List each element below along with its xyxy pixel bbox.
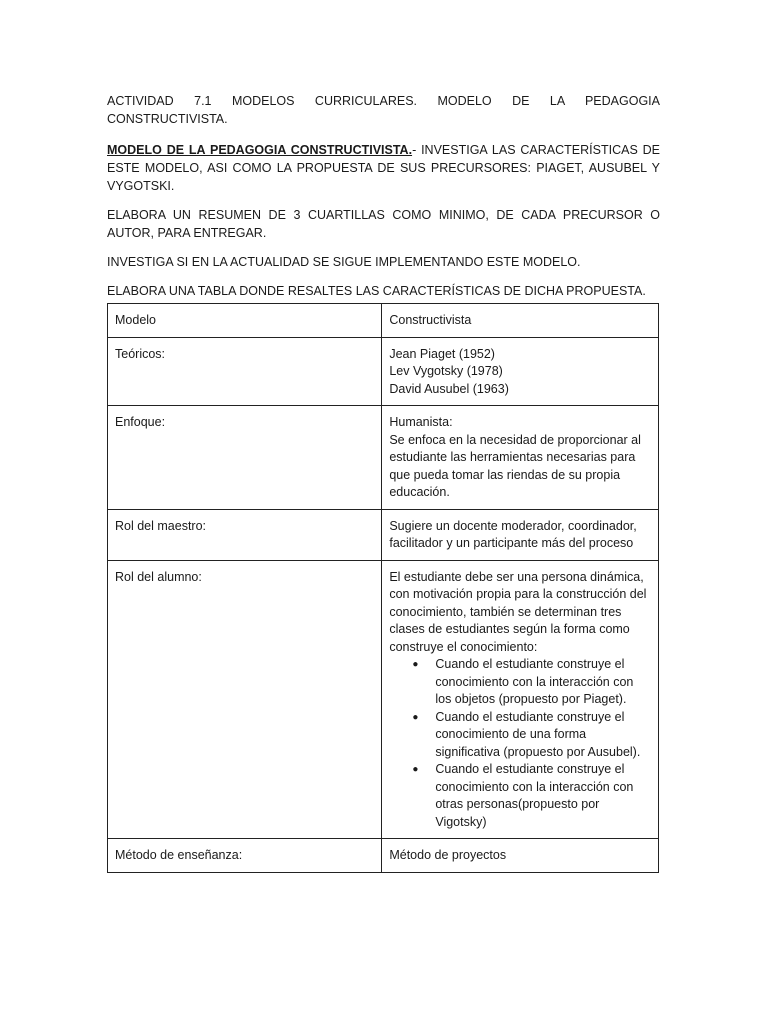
list-item [412,709,651,762]
list-item-text: Cuando el estudiante construye el conocimiento con la interacción con otras personas(propuesto por Vigotsky) [435,762,634,829]
cell-value-rol-alumno [382,560,659,839]
list-item [412,656,651,709]
list-item [412,761,651,831]
cell-label-teoricos: Teóricos: [108,337,382,406]
instruction-paragraph-4: ELABORA UNA TABLA DONDE RESALTES LAS CARACTERÍSTICAS DE DICHA PROPUESTA. [107,284,646,298]
characteristics-table [107,303,659,873]
theorist-piaget: Jean Piaget (1952) [389,346,495,361]
model-lead-title: MODELO DE LA PEDAGOGIA CONSTRUCTIVISTA. [107,143,413,157]
document-body [107,92,660,311]
table-row-metodo [108,839,659,873]
cell-value-rol-maestro: Sugiere un docente moderador, coordinador, facilitador y un participante más del proceso [382,509,659,560]
cell-value-modelo: Constructivista [382,304,659,338]
instruction-paragraph-2: ELABORA UN RESUMEN DE 3 CUARTILLAS COMO MINIMO, DE CADA PRECURSOR O AUTOR, PARA ENTREGAR. [107,208,660,240]
rol-alumno-text: El estudiante debe ser una persona dinámica, con motivación propia para la construcción del conocimiento, también se determinan tres clases de estudiantes según la forma como construye el conocimiento: [389,569,647,654]
student-types-list [389,656,651,831]
cell-value-enfoque [382,406,659,510]
cell-label-enfoque: Enfoque: [108,406,382,510]
document-heading: ACTIVIDAD 7.1 MODELOS CURRICULARES. MODELO DE LA PEDAGOGIA CONSTRUCTIVISTA. [107,94,660,126]
instruction-paragraph-1 [107,141,660,195]
cell-label-modelo: Modelo [108,304,382,338]
cell-value-metodo: Método de proyectos [382,839,659,873]
bullet-dot-icon: ● [412,711,419,723]
bullet-dot-icon: ● [412,659,419,670]
table-row-rol-maestro [108,509,659,560]
instruction-paragraph-3: INVESTIGA SI EN LA ACTUALIDAD SE SIGUE IMPLEMENTANDO ESTE MODELO. [107,255,581,269]
table-row-rol-alumno [108,560,659,839]
theorist-vygotsky: Lev Vygotsky (1978) [389,364,503,378]
table-row-modelo [108,304,659,338]
table-row-teoricos [108,337,659,406]
theorist-ausubel: David Ausubel (1963) [389,381,509,396]
table-row-enfoque [108,406,659,510]
enfoque-title: Humanista: [389,415,453,429]
cell-label-rol-alumno: Rol del alumno: [108,560,382,839]
cell-value-teoricos [382,337,659,406]
instruction-1-text: - INVESTIGA LAS CARACTERÍSTICAS DE ESTE MODELO, ASI COMO LA PROPUESTA DE SUS PRECURSORES: PIAGET, AUSUBEL Y VYGOTSKI. [107,143,660,193]
cell-label-metodo: Método de enseñanza: [108,839,382,873]
list-item-text: Cuando el estudiante construye el conocimiento con la interacción con los objetos (propuesto por Piaget). [435,657,634,706]
bullet-dot-icon: ● [412,764,419,775]
enfoque-text: Se enfoca en la necesidad de proporcionar al estudiante las herramientas necesarias para que pueda tomar las riendas de su propia educación. [389,432,641,499]
cell-label-rol-maestro: Rol del maestro: [108,509,382,560]
list-item-text: Cuando el estudiante construye el conocimiento de una forma significativa (propuesto por Ausubel). [435,709,641,759]
